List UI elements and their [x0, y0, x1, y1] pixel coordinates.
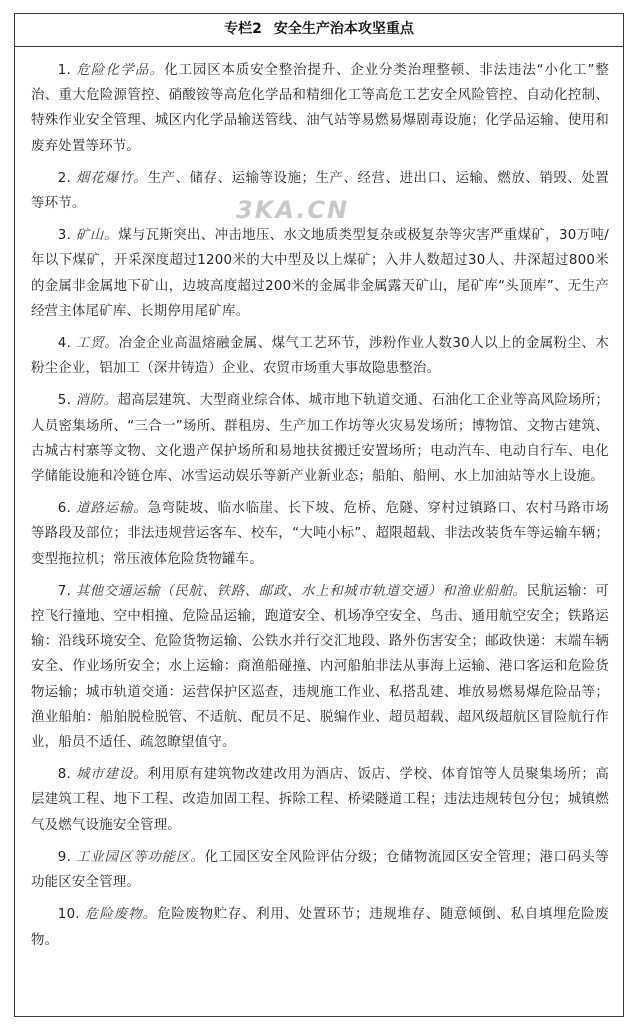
section-heading: 危险废物。 [84, 907, 158, 923]
section-number: 10. [57, 907, 80, 923]
section-number: 4. [57, 336, 72, 352]
section-text: 民航运输：可控飞行撞地、空中相撞、危险品运输，跑道安全、机场净空安全、鸟击、通用航空安全；铁路运输：沿线环境安全、危险货物运输、公铁水并行交汇地段、路外伤害安全；邮政快递：末端车辆安全、作业场所安全；水上运输：商渔船碰撞、内河船舶非法从事海上运输、港口客运和危险货物运输；城市轨道交通：运营保护区巡查，违规施工作业、私搭乱建、堆放易燃易爆危险品等；渔业船舶：船舶脱检脱管、不适航、配员不足、脱编作业、超员超载、超风级超航区冒险航行作业，船员不适任、疏忽瞭望值守。 [31, 583, 609, 751]
section-text: 生产、储存、运输等设施；生产、经营、进出口、运输、燃放、销毁、处置等环节。 [31, 170, 610, 212]
section-number: 1. [57, 63, 72, 78]
section-number: 7. [57, 583, 72, 599]
section-item [31, 902, 609, 952]
section-text: 冶金企业高温熔融金属、煤气工艺环节，涉粉作业人数30人以上的金属粉尘、木粉尘企业，铝加工（深井铸造）企业、农贸市场重大事故隐患整治。 [31, 336, 609, 377]
table-frame [14, 13, 624, 1017]
section-number: 8. [57, 767, 72, 783]
section-heading: 消防。 [75, 393, 118, 409]
section-text: 利用原有建筑物改建改用为酒店、饭店、学校、体育馆等人员聚集场所；高层建筑工程、地下工程、改造加固工程、拆除工程、桥梁隧道工程；违法违规转包分包；城镇燃气及燃气设施安全管理。 [31, 767, 610, 833]
section-text: 煤与瓦斯突出、冲击地压、水文地质类型复杂或极复杂等灾害严重煤矿，30万吨/年以下煤矿，开采深度超过1200米的大中型及以上煤矿；入井人数超过30人、井深超过800米的金属非金属地下矿山，边坡高度超过200米的金属非金属露天矿山，尾矿库“头顶库”、无生产经营主体尾矿库、长期停用尾矿库。 [31, 228, 609, 319]
section-text: 超高层建筑、大型商业综合体、城市地下轨道交通、石油化工企业等高风险场所；人员密集场所、“三合一”场所、群租房、生产加工作坊等火灾易发场所；博物馆、文物古建筑、古城古村寨等文物、文化遗产保护场所和易地扶贫搬迁安置场所；电动汽车、电动自行车、电化学储能设施和冷链仓库、冰雪运动娱乐等新产业新业态；船舶、船闸、水上加油站等水上设施。 [31, 393, 609, 485]
section-item [31, 762, 609, 838]
section-heading: 烟花爆竹。 [75, 170, 148, 186]
section-item [31, 223, 609, 324]
section-heading: 工业园区等功能区。 [75, 849, 205, 865]
section-item [31, 496, 609, 572]
section-heading: 矿山。 [75, 228, 119, 244]
section-heading: 其他交通运输（民航、铁路、邮政、水上和城市轨道交通）和渔业船舶。 [75, 583, 527, 599]
section-item [31, 845, 609, 895]
section-item [31, 166, 609, 216]
section-number: 6. [57, 501, 72, 517]
column-number: 专栏2 [224, 21, 262, 37]
section-item [31, 331, 609, 381]
section-heading: 道路运输。 [75, 501, 148, 517]
section-text: 急弯陡坡、临水临崖、长下坡、危桥、危隧、穿村过镇路口、农村马路市场等路段及部位；非法违规营运客车、校车，“大吨小标”、超限超载、非法改装货车等运输车辆；变型拖拉机；常压液体危险货物罐车。 [31, 501, 610, 567]
watermark: 3KA.CN [236, 196, 350, 224]
section-heading: 工贸。 [75, 336, 119, 352]
section-item [31, 58, 609, 159]
section-heading: 危险化学品。 [76, 63, 165, 78]
content-body [15, 47, 623, 953]
section-item [31, 388, 609, 489]
column-heading: 安全生产治本攻坚重点 [273, 21, 414, 37]
section-text: 危险废物贮存、利用、处置环节；违规堆存、随意倾倒、私自填埋危险废物。 [31, 907, 610, 948]
column-title [15, 14, 623, 47]
section-item [31, 579, 609, 755]
section-text: 化工园区本质安全整治提升、企业分类治理整顿、非法违法“小化工”整治、重大危险源管控、硝酸铵等高危化学品和精细化工等高危工艺安全风险管控、自动化控制、特殊作业安全管理、城区内化学品输送管线、油气站等易燃易爆剧毒设施；化学品运输、使用和废弃处置等环节。 [31, 63, 609, 154]
section-number: 3. [57, 228, 72, 244]
section-number: 2. [57, 170, 72, 186]
section-number: 9. [57, 849, 72, 865]
section-number: 5. [57, 393, 72, 409]
section-text: 化工园区安全风险评估分级；仓储物流园区安全管理；港口码头等功能区安全管理。 [31, 849, 610, 891]
section-heading: 城市建设。 [75, 767, 148, 783]
